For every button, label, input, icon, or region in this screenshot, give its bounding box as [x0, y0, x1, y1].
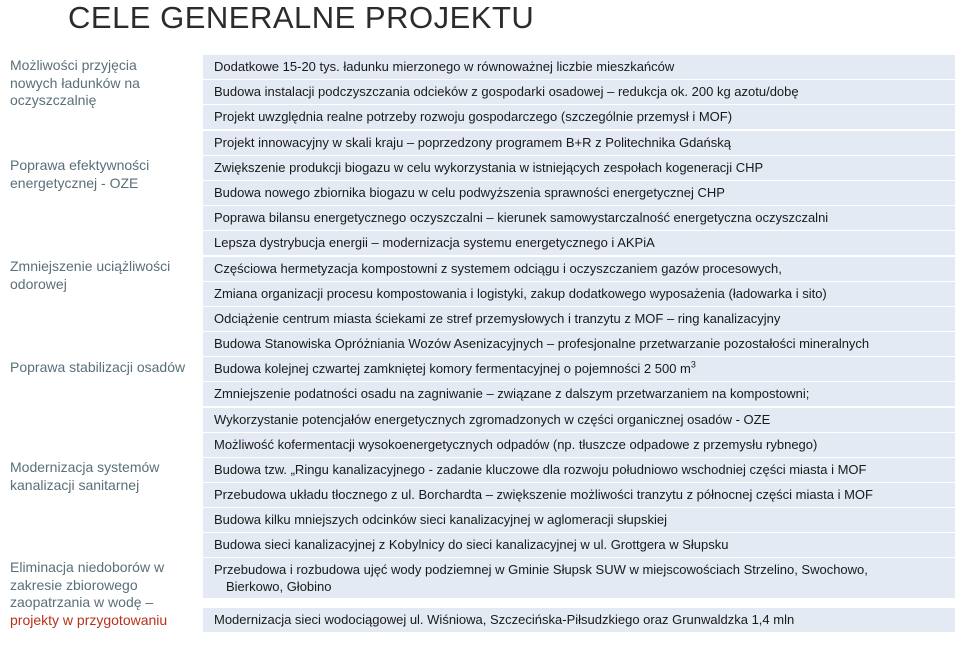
measure-item-wells [203, 558, 955, 598]
measure-item: Lepsza dystrybucja energii – modernizacja systemu energetycznego i AKPiA [203, 231, 955, 255]
measure-item: Budowa kilku mniejszych odcinków sieci kanalizacyjnej w aglomeracji słupskiej [203, 508, 955, 532]
measure-item: Projekt uwzględnia realne potrzeby rozwoju gospodarczego (szczególnie przemysł i MOF) [203, 105, 955, 129]
measure-item: Poprawa bilansu energetycznego oczyszczalni – kierunek samowystarczalność energetyczna oczyszczalni [203, 206, 955, 230]
measure-item: Budowa instalacji podczyszczania odcieków z gospodarki osadowej – redukcja ok. 200 kg azotu/dobę [203, 80, 955, 104]
measure-item: Modernizacja sieci wodociągowej ul. Wiśniowa, Szczecińska-Piłsudzkiego oraz Grunwaldzka 1,4 mln [203, 608, 955, 632]
superscript-unit: 3 [690, 359, 696, 370]
measure-item: Zmiana organizacji procesu kompostowania i logistyki, zakup dodatkowego wyposażenia (ładowarka i sito) [203, 282, 955, 306]
measure-item: Zwiększenie produkcji biogazu w celu wykorzystania w istniejących zespołach kogeneracji CHP [203, 156, 955, 180]
goal-odor-reduction [10, 258, 170, 293]
page-title: CELE GENERALNE PROJEKTU [68, 0, 535, 35]
measure-item: Częściowa hermetyzacja kompostowni z systemem odciągu i oczyszczaniem gazów procesowych, [203, 257, 955, 281]
measure-item: Możliwość kofermentacji wysokoenergetycznych odpadów (np. tłuszcze odpadowe z przemysłu rybnego) [203, 433, 955, 457]
measure-text: Budowa kolejnej czwartej zamkniętej komory fermentacyjnej o pojemności 2 500 m [214, 361, 691, 376]
goal-line: Zmniejszenie uciążliwości [10, 258, 171, 274]
measure-item: Dodatkowe 15-20 tys. ładunku mierzonego w równoważnej liczbie mieszkańców [203, 55, 955, 79]
goal-line: Eliminacja niedoborów w [10, 559, 165, 575]
measure-item: Budowa Stanowiska Opróżniania Wozów Asenizacyjnych – profesjonalne przetwarzanie pozostałości mineralnych [203, 332, 955, 356]
measure-item: Budowa nowego zbiornika biogazu w celu podwyższenia sprawności energetycznej CHP [203, 181, 955, 205]
measure-text: Przebudowa i rozbudowa ujęć wody podziemnej w Gminie Słupsk SUW w miejscowościach Strzelino, Swochowo, [214, 562, 868, 577]
goal-line: Modernizacja systemów [10, 459, 160, 475]
measure-item: Odciążenie centrum miasta ściekami ze stref przemysłowych i tranzytu z MOF – ring kanalizacyjny [203, 307, 955, 331]
goal-line: Poprawa efektywności [10, 157, 150, 173]
measure-item: Wykorzystanie potencjałów energetycznych zgromadzonych w części organicznej osadów - OZE [203, 408, 955, 432]
measure-item: Budowa sieci kanalizacyjnej z Kobylnicy do sieci kanalizacyjnej w ul. Grottgera w Słupsku [203, 533, 955, 557]
goal-line: zaopatrzania w wodę – [10, 594, 154, 610]
measure-item: Zmniejszenie podatności osadu na zagniwanie – związane z dalszym przetwarzaniem na kompostowni; [203, 382, 955, 406]
measure-item: Projekt innowacyjny w skali kraju – poprzedzony programem B+R z Politechnika Gdańską [203, 131, 955, 155]
measure-item-chamber [203, 357, 955, 381]
goal-line: nowych ładunków na [10, 74, 140, 91]
goal-line: odorowej [10, 275, 67, 292]
goal-line: Możliwości przyjęcia [10, 57, 137, 73]
goal-water-supply [10, 559, 167, 629]
measure-item: Przebudowa układu tłocznego z ul. Borchardta – zwiększenie możliwości tranzytu z północnej części miasta i MOF [203, 483, 955, 507]
goal-line: Poprawa stabilizacji osadów [10, 359, 186, 375]
goal-line: oczyszczalnię [10, 92, 97, 108]
goal-line: energetycznej - OZE [10, 174, 139, 191]
goal-line: kanalizacji sanitarnej [10, 476, 140, 493]
goal-sewer-modernization [10, 459, 159, 494]
goal-new-loads [10, 57, 140, 110]
measure-item: Budowa tzw. „Ringu kanalizacyjnego - zadanie kluczowe dla rozwoju południowo wschodniej części miasta i MOF [203, 458, 955, 482]
goal-line: zakresie zbiorowego [10, 576, 138, 593]
goal-status-note: projekty w przygotowaniu [10, 611, 168, 628]
goal-energy-efficiency [10, 157, 149, 192]
measure-text-continued: Bierkowo, Głobino [226, 579, 332, 594]
goal-sludge-stabilization [10, 359, 185, 377]
